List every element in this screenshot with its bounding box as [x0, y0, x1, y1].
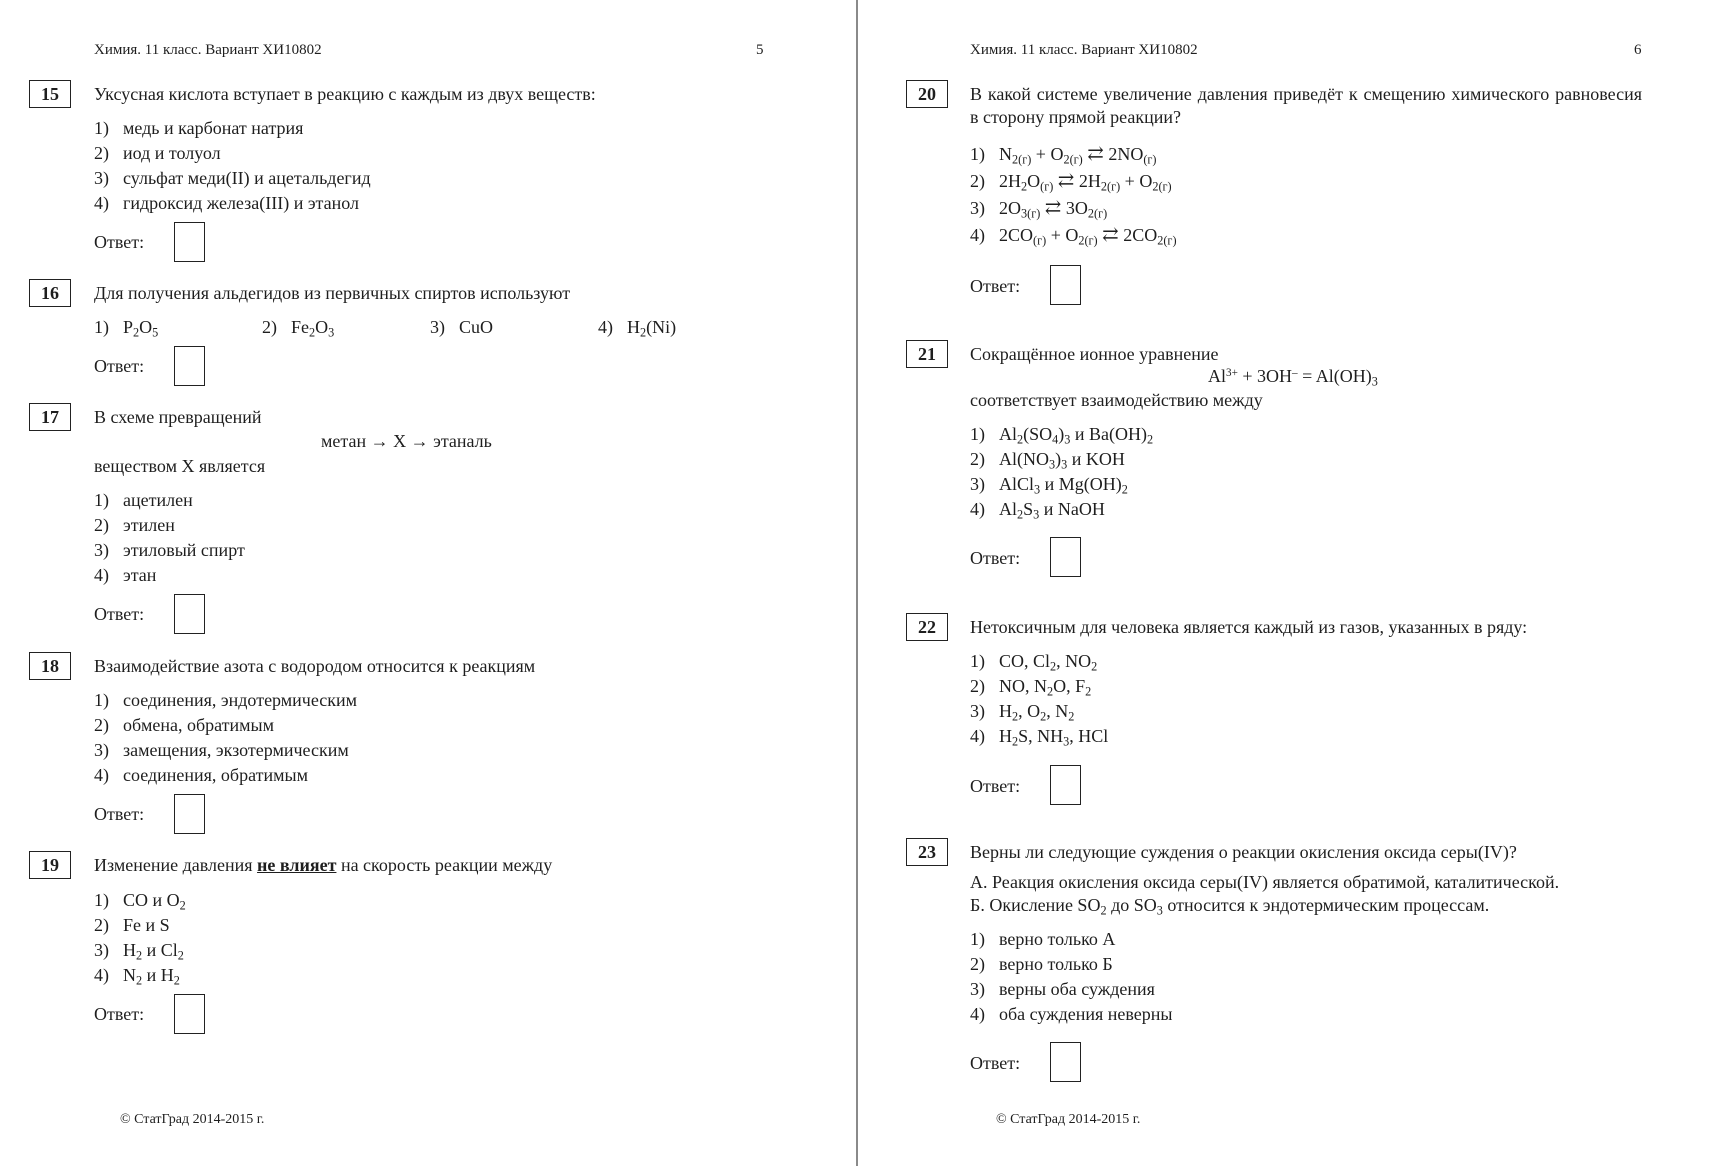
q18-answer-box[interactable] — [174, 794, 205, 834]
question-19-text: Изменение давления не влияет на скорость реакции между — [94, 855, 553, 875]
right-page — [860, 0, 1714, 1166]
q20-option-2: 2) $2H_2O_{(г)}$ ⇄ $2H_{2(г)} + O_{2(г)}$ — [970, 170, 1172, 194]
page-footer: © СтатГрад 2014-2015 г. — [120, 1112, 265, 1127]
q19-option-3: 3) $H_2$ и $Cl_2$ — [94, 940, 184, 963]
page-header: Химия. 11 класс. Вариант ХИ10802 — [970, 42, 1198, 58]
q22-option-3: 3) $H_2$, $O_2$, $N_2$ — [970, 701, 1075, 724]
q20-option-3: 3) $2O_{3(г)}$ ⇄ $3O_{2(г)}$ — [970, 197, 1108, 221]
question-21-text-2: соответствует взаимодействию между — [970, 390, 1263, 410]
q22-option-4: 4) $H_2S$, $NH_3$, HCl — [970, 726, 1109, 749]
page-number: 6 — [1634, 42, 1642, 58]
q22-option-2: 2) NO, $N_2O$, $F_2$ — [970, 676, 1092, 699]
q16-option-3: 3) CuO — [430, 317, 494, 337]
q20-answer-label: Ответ: — [970, 276, 1021, 296]
q17-option-3: 3) этиловый спирт — [94, 540, 245, 560]
q16-option-2: 2) $Fe_2O_3$ — [262, 317, 335, 340]
q23-statement-a: А. Реакция окисления оксида серы(IV) является обратимой, каталитической. — [970, 872, 1560, 892]
q20-option-1: 1) $N_{2(г)} + O_{2(г)}$ ⇄ $2NO_{(г)}$ — [970, 143, 1157, 167]
question-number-19: 19 — [29, 851, 71, 879]
q23-option-1: 1) верно только А — [970, 929, 1116, 949]
q17-option-1: 1) ацетилен — [94, 490, 193, 510]
q19-option-1: 1) CO и $O_2$ — [94, 890, 186, 913]
q15-answer-label: Ответ: — [94, 232, 145, 252]
question-16-text: Для получения альдегидов из первичных спиртов используют — [94, 283, 571, 303]
q15-option-4: 4) гидроксид железа(III) и этанол — [94, 193, 360, 213]
question-23-text: Верны ли следующие суждения о реакции окисления оксида серы(IV)? — [970, 842, 1517, 862]
q17-answer-label: Ответ: — [94, 604, 145, 624]
q22-answer-label: Ответ: — [970, 776, 1021, 796]
q23-answer-label: Ответ: — [970, 1053, 1021, 1073]
q16-option-1: 1) $P_2O_5$ — [94, 317, 159, 340]
question-number-15: 15 — [29, 80, 71, 108]
q23-option-3: 3) верны оба суждения — [970, 979, 1155, 999]
q21-option-1: 1) $Al_2(SO_4)_3$ и $Ba(OH)_2$ — [970, 424, 1154, 447]
question-number-17: 17 — [29, 403, 71, 431]
q19-answer-label: Ответ: — [94, 1004, 145, 1024]
q18-answer-label: Ответ: — [94, 804, 145, 824]
q15-answer-box[interactable] — [174, 222, 205, 262]
page-footer: © СтатГрад 2014-2015 г. — [996, 1112, 1141, 1127]
q23-option-2: 2) верно только Б — [970, 954, 1113, 974]
q21-option-4: 4) $Al_2S_3$ и NaOH — [970, 499, 1105, 522]
question-number-22: 22 — [906, 613, 948, 641]
question-17-text-2: веществом Х является — [94, 456, 266, 476]
question-number-16: 16 — [29, 279, 71, 307]
page-number: 5 — [756, 42, 764, 58]
left-page — [0, 0, 856, 1166]
question-number-23: 23 — [906, 838, 948, 866]
question-number-18: 18 — [29, 652, 71, 680]
q21-answer-label: Ответ: — [970, 548, 1021, 568]
q19-answer-box[interactable] — [174, 994, 205, 1034]
question-number-21: 21 — [906, 340, 948, 368]
q19-emphasis: не влияет — [257, 855, 337, 875]
q23-answer-box[interactable] — [1050, 1042, 1081, 1082]
q17-option-4: 4) этан — [94, 565, 157, 585]
q22-answer-box[interactable] — [1050, 765, 1081, 805]
q21-answer-box[interactable] — [1050, 537, 1081, 577]
page-divider — [856, 0, 858, 1166]
q19-option-2: 2) Fe и S — [94, 915, 170, 935]
q18-option-4: 4) соединения, обратимым — [94, 765, 308, 785]
q20-answer-box[interactable] — [1050, 265, 1081, 305]
q16-answer-label: Ответ: — [94, 356, 145, 376]
q16-option-4: 4) $H_2(Ni)$ — [598, 317, 677, 340]
question-21-text: Сокращённое ионное уравнение — [970, 344, 1219, 364]
q21-equation: $Al^{3+} + 3OH^- = Al(OH)_3$ — [1208, 366, 1378, 389]
q20-option-4: 4) $2CO_{(г)} + O_{2(г)}$ ⇄ $2CO_{2(г)}$ — [970, 224, 1177, 248]
q19-option-4: 4) $N_2$ и $H_2$ — [94, 965, 180, 988]
question-15-text: Уксусная кислота вступает в реакцию с каждым из двух веществ: — [94, 84, 596, 104]
question-17-text: В схеме превращений — [94, 407, 262, 427]
q23-option-4: 4) оба суждения неверны — [970, 1004, 1173, 1024]
q15-option-2: 2) иод и толуол — [94, 143, 221, 163]
question-22-text: Нетоксичным для человека является каждый из газов, указанных в ряду: — [970, 617, 1528, 637]
q17-answer-box[interactable] — [174, 594, 205, 634]
q21-option-3: 3) AlCl$_3$ и $Mg(OH)_2$ — [970, 474, 1128, 497]
q23-statement-b: Б. Окисление $SO_2$ до $SO_3$ относится к эндотермическим процессам. — [970, 895, 1490, 918]
question-20-text: В какой системе увеличение давления приведёт к смещению химического равновесия в сторону прямой реакции? — [970, 84, 1642, 127]
q15-option-1: 1) медь и карбонат натрия — [94, 118, 304, 138]
q18-option-2: 2) обмена, обратимым — [94, 715, 275, 735]
q17-option-2: 2) этилен — [94, 515, 175, 535]
q17-scheme: метан → X → этаналь — [321, 431, 492, 451]
q15-option-3: 3) сульфат меди(II) и ацетальдегид — [94, 168, 371, 188]
q21-option-2: 2) $Al(NO_3)_3$ и KOH — [970, 449, 1125, 472]
q22-option-1: 1) CO, $Cl_2$, $NO_2$ — [970, 651, 1098, 674]
question-number-20: 20 — [906, 80, 948, 108]
q18-option-3: 3) замещения, экзотермическим — [94, 740, 349, 760]
question-18-text: Взаимодействие азота с водородом относится к реакциям — [94, 656, 536, 676]
q16-answer-box[interactable] — [174, 346, 205, 386]
page-header: Химия. 11 класс. Вариант ХИ10802 — [94, 42, 322, 58]
q18-option-1: 1) соединения, эндотермическим — [94, 690, 358, 710]
